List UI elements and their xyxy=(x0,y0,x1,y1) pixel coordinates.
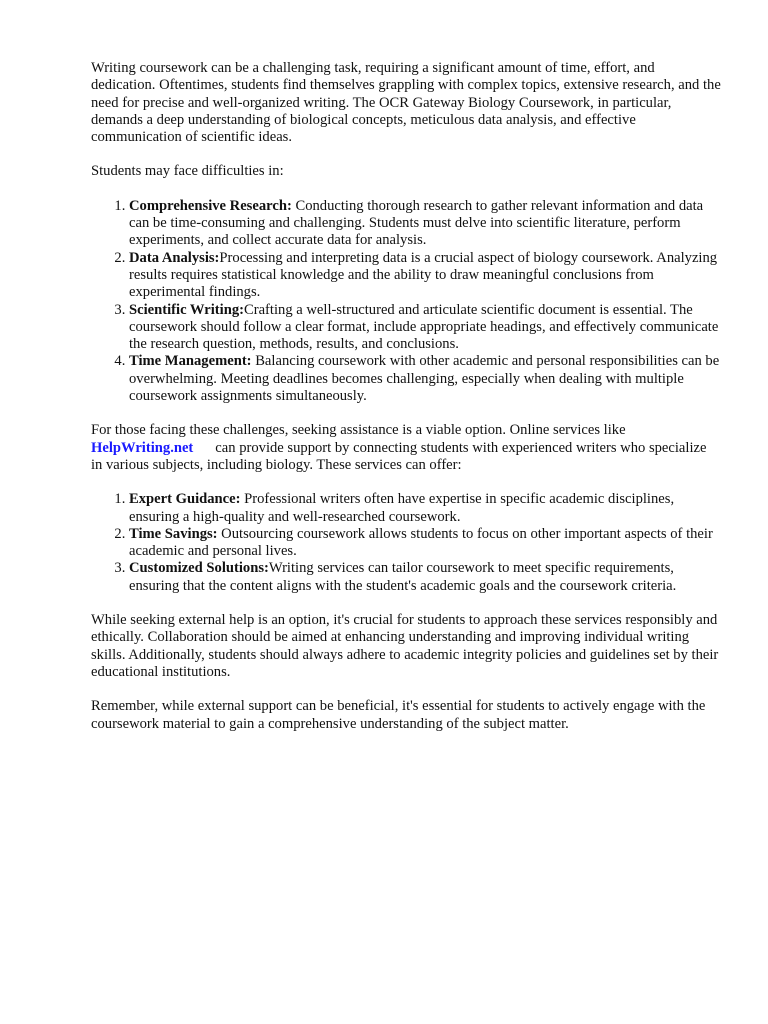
closing-paragraph: Remember, while external support can be beneficial, it's essential for students to actively engage with the coursework material to gain a comprehensive understanding of the subject matter. xyxy=(91,698,706,732)
list-item-term: Comprehensive Research: xyxy=(129,197,292,214)
intro-paragraph: Writing coursework can be a challenging task, requiring a significant amount of time, effort, and dedication. Oftentimes, students find themselves grappling with complex topics, extensive research, and the need for precise and well-organized writing. The OCR Gateway Biology Coursework, in particular, demands a deep understanding of biological concepts, meticulous data analysis, and effective communication of scientific ideas. xyxy=(91,60,721,146)
list-item xyxy=(129,250,721,302)
list-item-text: Conducting thorough research to gather relevant information and data can be time-consuming and challenging. Students must delve into scientific literature, perform experiments, and collect accurate data for analysis. xyxy=(129,197,704,249)
list-item-term: Time Savings: xyxy=(129,525,218,542)
list-item xyxy=(129,526,721,561)
assistance-paragraph xyxy=(91,422,721,474)
list-item xyxy=(129,198,721,250)
difficulties-intro: Students may face difficulties in: xyxy=(91,163,284,180)
benefits-list xyxy=(91,491,721,595)
list-item-term: Scientific Writing: xyxy=(129,301,244,318)
list-item xyxy=(129,491,721,526)
list-item-term: Time Management: xyxy=(129,353,252,370)
helpwriting-link[interactable]: HelpWriting.net xyxy=(91,439,194,456)
list-item-term: Customized Solutions: xyxy=(129,560,269,577)
list-item xyxy=(129,302,721,354)
list-item xyxy=(129,560,721,595)
assistance-text-after: can provide support by connecting students with experienced writers who specialize in various subjects, including biology. These services can offer: xyxy=(91,439,707,473)
assistance-text-before: For those facing these challenges, seeking assistance is a viable option. Online services like xyxy=(91,422,626,439)
list-item xyxy=(129,353,721,405)
list-item-text: Processing and interpreting data is a crucial aspect of biology coursework. Analyzing results requires statistical knowledge and the ability to draw meaningful conclusions from experimental findings. xyxy=(129,249,718,301)
list-item-text: Writing services can tailor coursework to meet specific requirements, ensuring that the content aligns with the student's academic goals and the coursework criteria. xyxy=(129,560,677,594)
list-item-term: Expert Guidance: xyxy=(129,491,241,508)
list-item-text: Professional writers often have expertise in specific academic disciplines, ensuring a high-quality and well-researched coursework. xyxy=(129,491,675,525)
list-item-term: Data Analysis: xyxy=(129,249,220,266)
list-item-text: Balancing coursework with other academic and personal responsibilities can be overwhelming. Meeting deadlines becomes challenging, especially when dealing with multiple coursework assignments simultaneously. xyxy=(129,353,720,405)
responsibility-paragraph: While seeking external help is an option, it's crucial for students to approach these services responsibly and ethically. Collaboration should be aimed at enhancing understanding and improving individual writing skills. Additionally, students should always adhere to academic integrity policies and guidelines set by their educational institutions. xyxy=(91,612,719,680)
list-item-text: Outsourcing coursework allows students to focus on other important aspects of their academic and personal lives. xyxy=(129,525,713,560)
difficulties-list xyxy=(91,198,721,406)
document-page xyxy=(91,60,721,750)
list-item-text: Crafting a well-structured and articulate scientific document is essential. The coursework should follow a clear format, include appropriate headings, and effectively communicate the research question, methods, results, and conclusions. xyxy=(129,301,719,353)
